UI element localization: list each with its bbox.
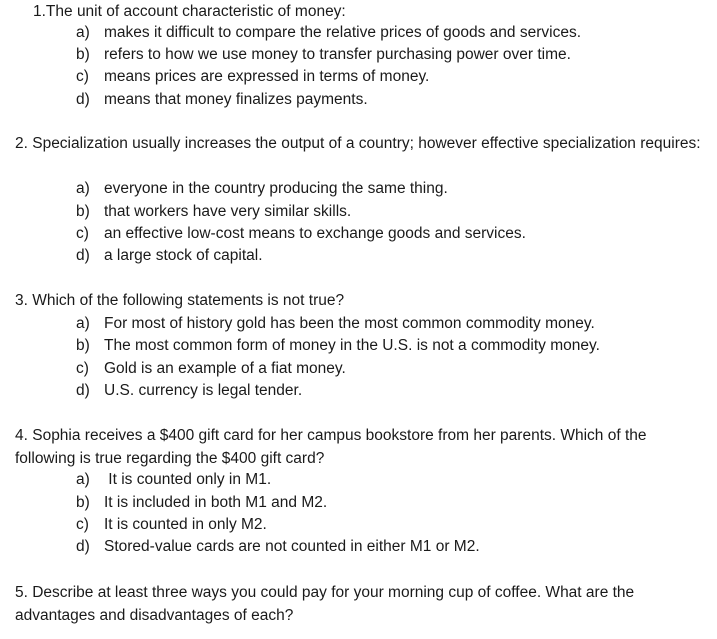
option-text: refers to how we use money to transfer purchasing power over time. [104, 46, 571, 63]
option-text: makes it difficult to compare the relative prices of goods and services. [104, 24, 581, 41]
option-text: The most common form of money in the U.S. is not a commodity money. [104, 337, 600, 354]
option-letter: a) [76, 471, 90, 488]
question-1-option-d [76, 89, 368, 111]
question-4-text: 4. Sophia receives a $400 gift card for her campus bookstore from her parents. Which of the following is true regarding the $400 gift card? [15, 427, 647, 467]
option-letter: d) [76, 538, 90, 555]
option-letter: c) [76, 225, 89, 242]
question-3-option-a [76, 313, 595, 335]
question-1-option-c [76, 66, 429, 88]
option-text: an effective low-cost means to exchange goods and services. [104, 225, 526, 242]
question-4-option-b [76, 492, 327, 514]
option-text: that workers have very similar skills. [104, 203, 352, 220]
option-letter: d) [76, 382, 90, 399]
option-letter: a) [76, 315, 90, 332]
question-1-text: 1.The unit of account characteristic of money: [33, 3, 346, 20]
question-3-text: 3. Which of the following statements is not true? [15, 292, 345, 309]
option-letter: b) [76, 337, 90, 354]
question-4-option-d [76, 536, 480, 558]
option-text: a large stock of capital. [104, 247, 263, 264]
question-1-option-a [76, 22, 581, 44]
question-5-text: 5. Describe at least three ways you could pay for your morning cup of coffee. What are the advantages and disadvantages of each? [15, 584, 635, 624]
question-2-option-d [76, 245, 263, 267]
option-text: It is counted only in M1. [104, 471, 272, 488]
option-letter: b) [76, 46, 90, 63]
option-text: means prices are expressed in terms of money. [104, 68, 430, 85]
option-text: For most of history gold has been the most common commodity money. [104, 315, 595, 332]
option-letter: c) [76, 360, 89, 377]
option-letter: a) [76, 180, 90, 197]
option-letter: c) [76, 68, 89, 85]
option-text: means that money finalizes payments. [104, 91, 368, 108]
option-text: everyone in the country producing the same thing. [104, 180, 448, 197]
question-3-option-d [76, 380, 302, 402]
option-text: Stored-value cards are not counted in either M1 or M2. [104, 538, 480, 555]
option-letter: a) [76, 24, 90, 41]
question-2-text: 2. Specialization usually increases the output of a country; however effective specialization requires: [15, 135, 701, 152]
option-text: It is counted in only M2. [104, 516, 267, 533]
question-1-option-b [76, 44, 571, 66]
question-4-option-c [76, 514, 267, 536]
question-2-option-c [76, 223, 526, 245]
question-2-option-a [76, 178, 448, 200]
option-text: It is included in both M1 and M2. [104, 494, 328, 511]
option-text: U.S. currency is legal tender. [104, 382, 303, 399]
question-2-option-b [76, 201, 351, 223]
option-letter: b) [76, 494, 90, 511]
question-3-option-c [76, 358, 346, 380]
option-text: Gold is an example of a fiat money. [104, 360, 346, 377]
question-3-option-b [76, 335, 600, 357]
question-4-option-a [76, 469, 271, 491]
option-letter: c) [76, 516, 89, 533]
option-letter: d) [76, 91, 90, 108]
option-letter: d) [76, 247, 90, 264]
option-letter: b) [76, 203, 90, 220]
